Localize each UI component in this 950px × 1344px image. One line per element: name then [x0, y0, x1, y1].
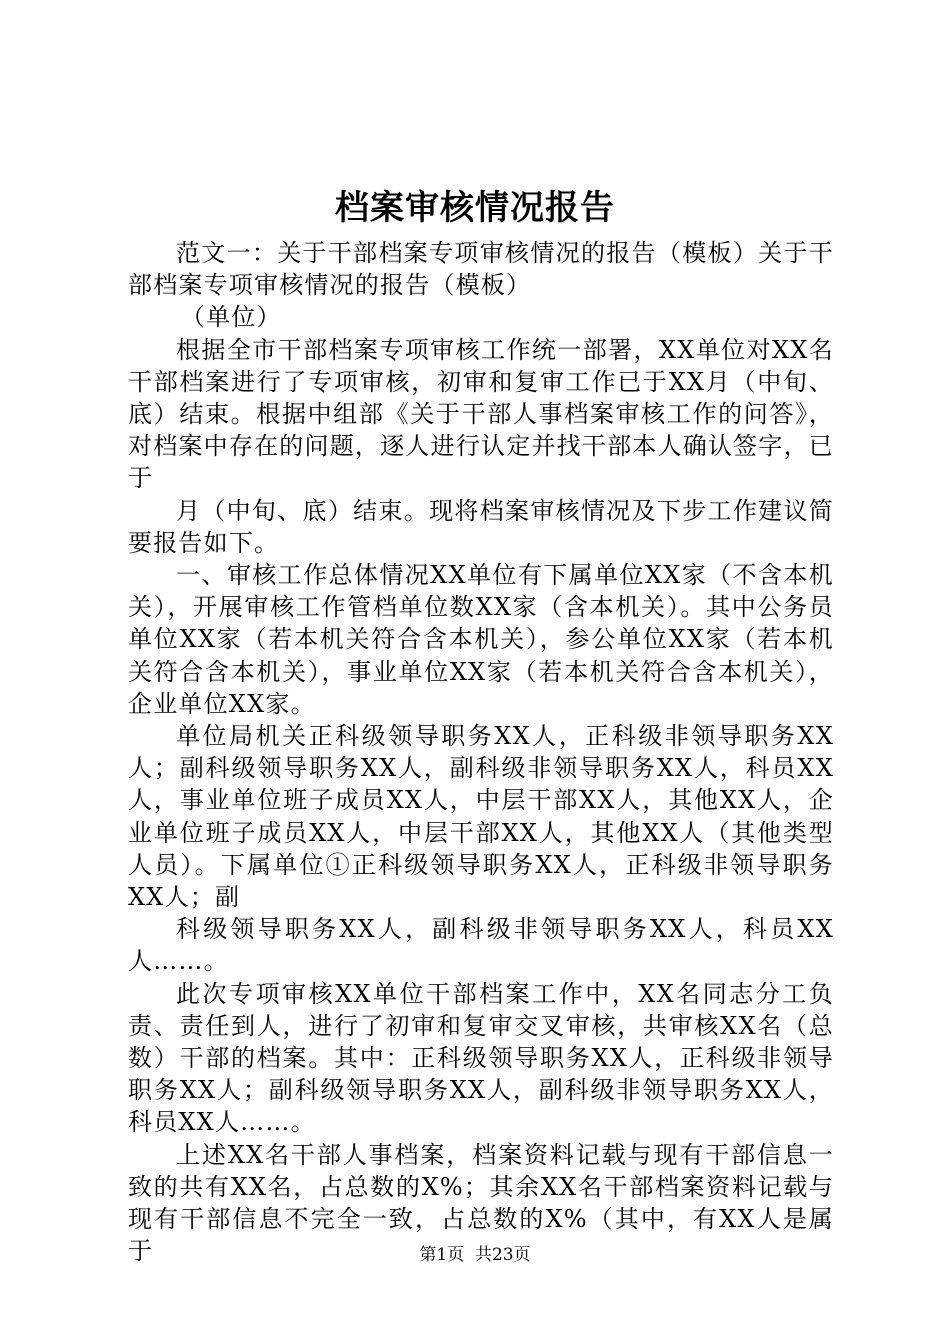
document-body [128, 237, 834, 1268]
paragraph-staff-continued: 科级领导职务XX人，副科级非领导职务XX人，科员XX人……。 [128, 915, 834, 976]
paragraph-unit: （单位） [180, 303, 282, 332]
paragraph-staff-breakdown: 单位局机关正科级领导职务XX人，正科级非领导职务XX人；副科级领导职务XX人，副科级非领导职务XX人，科员XX人，事业单位班子成员XX人，中层干部XX人，其他XX人，企业单位班子成员XX人，中层干部XX人，其他XX人（其他类型人员）。下属单位①正科级领导职务XX人，正科级非领导职务XX人；副 [128, 722, 834, 912]
page-footer [0, 1243, 950, 1267]
document-title: 档案审核情况报告 [335, 188, 615, 228]
paragraph-summary: 月（中旬、底）结束。现将档案审核情况及下步工作建议简要报告如下。 [128, 496, 834, 557]
paragraph-background: 根据全市干部档案专项审核工作统一部署，XX单位对XX名干部档案进行了专项审核，初审和复审工作已于XX月（中旬、底）结束。根据中组部《关于干部人事档案审核工作的问答》，对档案中存在的问题，逐人进行认定并找干部本人确认签字，已于 [128, 335, 834, 493]
paragraph-intro: 范文一：关于干部档案专项审核情况的报告（模板）关于干部档案专项审核情况的报告（模板） [128, 239, 834, 300]
paragraph-overview: 一、审核工作总体情况XX单位有下属单位XX家（不含本机关），开展审核工作管档单位数XX家（含本机关）。其中公务员单位XX家（若本机关符合含本机关），参公单位XX家（若本机关符合含本机关），事业单位XX家（若本机关符合含本机关），企业单位XX家。 [128, 561, 834, 718]
paragraph-review-process: 此次专项审核XX单位干部档案工作中，XX名同志分工负责、责任到人，进行了初审和复审交叉审核，共审核XX名（总数）干部的档案。其中：正科级领导职务XX人，正科级非领导职务XX人；副科级领导职务XX人，副科级非领导职务XX人，科员XX人……。 [128, 979, 834, 1137]
page-number: 第1页 共23页 [419, 1245, 531, 1265]
paragraph-review-results: 上述XX名干部人事档案，档案资料记载与现有干部信息一致的共有XX名，占总数的X%；其余XX名干部档案资料记载与现有干部信息不完全一致，占总数的X%（其中，有XX人是属于 [128, 1140, 834, 1266]
